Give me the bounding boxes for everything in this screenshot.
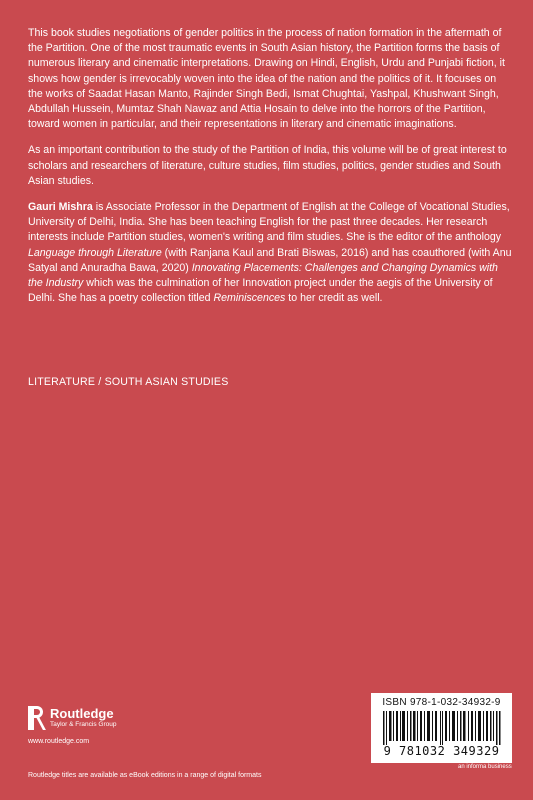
ebook-note: Routledge titles are available as eBook editions in a range of digital formats — [28, 772, 262, 779]
barcode-icon — [383, 711, 501, 745]
author-bio-text-4: to her credit as well. — [285, 292, 383, 305]
author-bio-text-2: (with Ranjana Kaul and Brati Biswas, 2016) and has coauthored (with Anu Satyal and Anuradha Bawa, 2020) — [28, 246, 512, 274]
subject-category: LITERATURE / SOUTH ASIAN STUDIES — [28, 376, 229, 388]
isbn-label: ISBN 978-1-032-34932-9 — [382, 697, 501, 708]
author-bio — [28, 200, 512, 306]
back-cover-text — [28, 26, 512, 317]
coauthored-title: Innovating Placements: Challenges and Changing Dynamics with the Industry — [28, 261, 498, 290]
author-name: Gauri Mishra — [28, 201, 93, 214]
informa-note: an informa business — [458, 764, 512, 770]
author-bio-text-3: which was the culmination of her Innovation project under the aegis of the University of Delhi. She has a poetry collection titled — [28, 277, 493, 305]
anthology-title: Language through Literature — [28, 246, 162, 259]
publisher-group: Taylor & Francis Group — [50, 721, 117, 728]
publisher-name: Routledge — [50, 706, 114, 721]
blurb-paragraph-1: This book studies negotiations of gender politics in the process of nation formation in the aftermath of the Partition. One of the most traumatic events in South Asian history, the Partition forms the basis of numerous literary and cinematic interpretations. Drawing on Hindi, English, Urdu and Punjabi fiction, it shows how gender is irrevocably woven into the idea of the nation and the politics of it. It focuses on the works of Saadat Hasan Manto, Rajinder Singh Bedi, Ismat Chughtai, Yashpal, Khushwant Singh, Abdullah Hussein, Mumtaz Shah Nawaz and Attia Hosain to delve into the horrors of the Partition, toward women in particular, and their representations in literary and cinematic imaginations. — [28, 27, 505, 131]
author-bio-text-1: is Associate Professor in the Department of English at the College of Vocational Studies, University of Delhi, India. She has been teaching English for the past three decades. Her research interests include Partition studies, women's writing and film studies. She is the editor of the anthology — [28, 201, 510, 244]
routledge-r-icon — [28, 706, 46, 730]
poetry-title: Reminiscences — [213, 292, 286, 305]
barcode-digits: 9 781032 349329 — [383, 744, 500, 758]
publisher-logo — [28, 706, 116, 730]
blurb-paragraph-2: As an important contribution to the study of the Partition of India, this volume will be of great interest to scholars and researchers of literature, culture studies, film studies, politics, gender studies and South Asian studies. — [28, 144, 507, 187]
isbn-barcode-box — [371, 693, 512, 763]
publisher-url[interactable]: www.routledge.com — [28, 738, 90, 745]
